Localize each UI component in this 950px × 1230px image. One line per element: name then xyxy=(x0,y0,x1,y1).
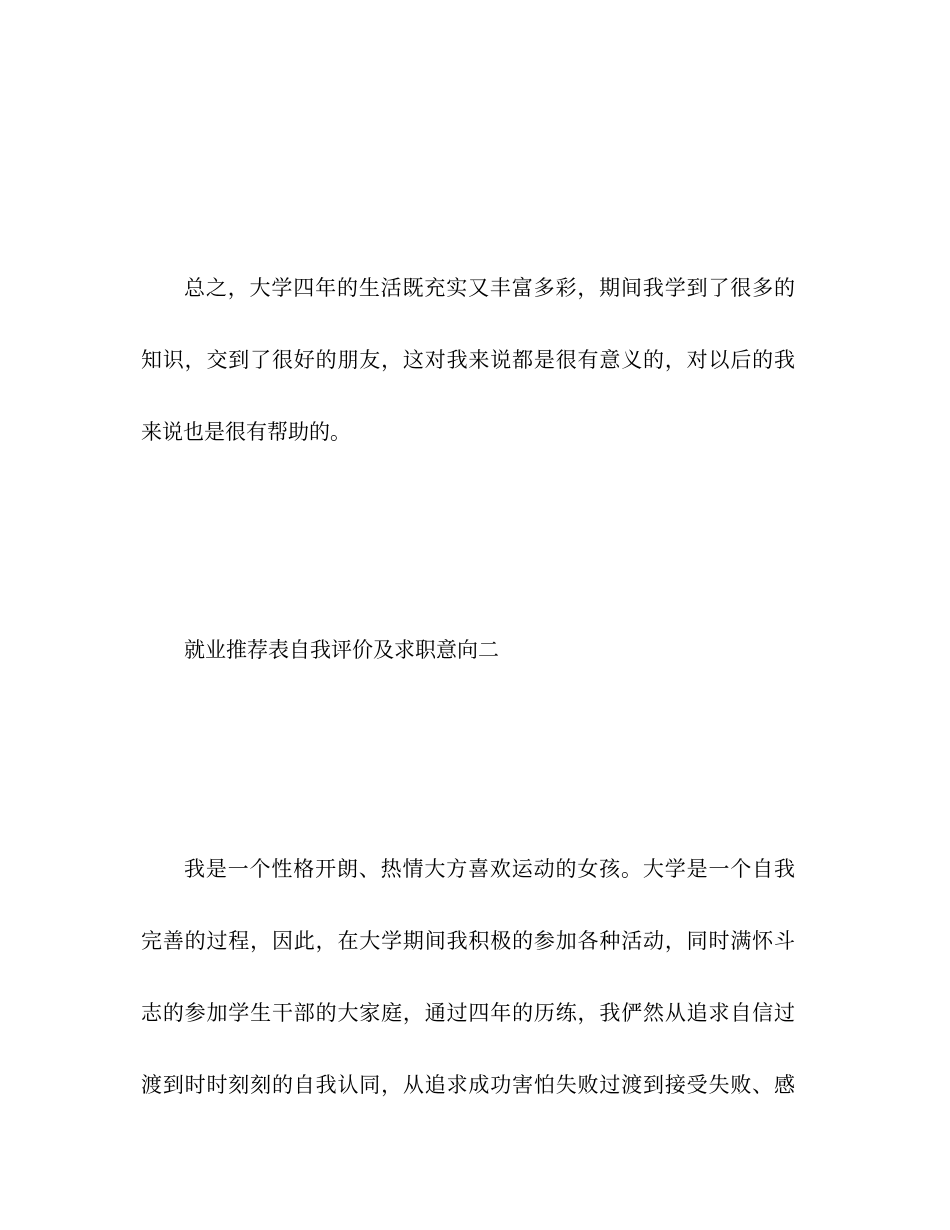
section-heading: 就业推荐表自我评价及求职意向二 xyxy=(184,638,499,662)
paragraph-2-line-4: 渡到时时刻刻的自我认同，从追求成功害怕失败过渡到接受失败、感 xyxy=(141,1073,795,1097)
paragraph-2-line-1: 我是一个性格开朗、热情大方喜欢运动的女孩。大学是一个自我 xyxy=(184,857,795,881)
paragraph-1-line-1: 总之，大学四年的生活既充实又丰富多彩，期间我学到了很多的 xyxy=(184,276,795,300)
paragraph-1-line-2: 知识，交到了很好的朋友，这对我来说都是很有意义的，对以后的我 xyxy=(141,348,795,372)
paragraph-1-line-3: 来说也是很有帮助的。 xyxy=(141,420,351,444)
paragraph-2-line-3: 志的参加学生干部的大家庭，通过四年的历练，我俨然从追求自信过 xyxy=(141,1001,795,1025)
paragraph-2-line-2: 完善的过程，因此，在大学期间我积极的参加各种活动，同时满怀斗 xyxy=(141,929,795,953)
